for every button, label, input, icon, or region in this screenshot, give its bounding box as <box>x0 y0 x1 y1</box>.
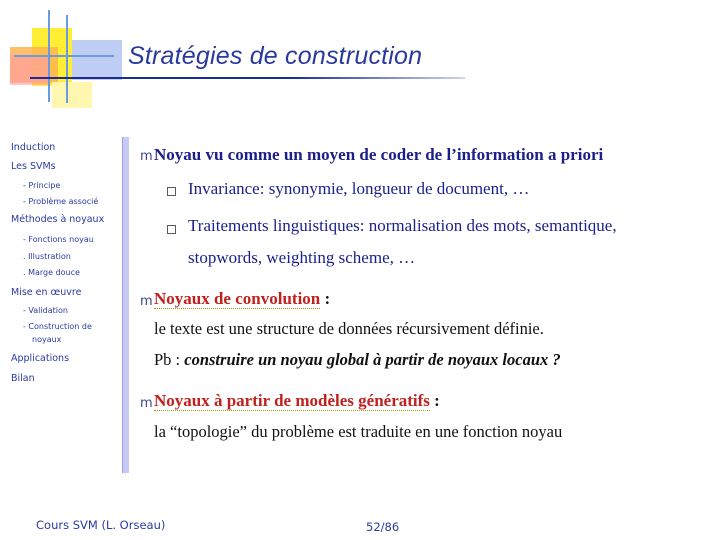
sidebar-item[interactable]: - Validation <box>23 306 68 315</box>
footer-page-number: 52/86 <box>366 520 400 534</box>
bullet-2-line1: le texte est une structure de données récursivement définie. <box>154 319 544 338</box>
sidebar-item[interactable]: Applications <box>11 353 70 364</box>
title-underline <box>30 77 465 79</box>
corner-hline <box>14 55 114 57</box>
bullet-icon: m <box>140 149 153 164</box>
sidebar-item[interactable]: Mise en œuvre <box>11 287 82 298</box>
sidebar-item[interactable]: Induction <box>11 142 56 153</box>
bullet-2-title: Noyaux de convolution <box>154 289 321 308</box>
corner-square-blue <box>72 40 122 80</box>
bullet-2-line2-prefix: Pb : <box>154 350 185 369</box>
sidebar-item[interactable]: - Fonctions noyau <box>23 235 94 244</box>
bullet-icon: m <box>140 396 153 411</box>
checkbox-square-icon <box>167 187 176 196</box>
sidebar-divider <box>122 137 129 473</box>
sidebar-item[interactable]: Les SVMs <box>11 161 56 172</box>
sidebar-item[interactable]: - Problème associé <box>23 197 99 206</box>
bullet-3-heading <box>154 391 440 411</box>
sidebar-item[interactable]: noyaux <box>32 335 62 344</box>
bullet-2-line2 <box>154 350 561 370</box>
bullet-2-heading <box>154 289 330 309</box>
bullet-3-colon: : <box>429 391 440 410</box>
sidebar-item[interactable]: - Principe <box>23 181 61 190</box>
bullet-1-text: Noyau vu comme un moyen de coder de l’information a priori <box>154 145 604 164</box>
sub-bullet-1: Invariance: synonymie, longueur de document, … <box>188 179 530 198</box>
footer-course: Cours SVM (L. Orseau) <box>36 518 166 532</box>
sidebar-item[interactable]: Bilan <box>11 373 35 384</box>
sidebar-item[interactable]: Méthodes à noyaux <box>11 214 105 225</box>
corner-square-pink <box>10 55 50 85</box>
corner-square-yellow-light <box>52 82 92 108</box>
sub-bullet-2-line2: stopwords, weighting scheme, … <box>188 248 416 267</box>
sidebar-item[interactable]: . Illustration <box>23 252 71 261</box>
sidebar-item[interactable]: - Construction de <box>23 322 92 331</box>
slide-title: Stratégies de construction <box>128 42 423 70</box>
bullet-3-title: Noyaux à partir de modèles génératifs <box>154 391 430 410</box>
corner-vline-2 <box>66 15 68 103</box>
checkbox-square-icon <box>167 225 176 234</box>
sidebar-item[interactable]: . Marge douce <box>23 268 80 277</box>
bullet-2-line2-italic: construire un noyau global à partir de noyaux locaux ? <box>184 350 561 369</box>
bullet-3-line1: la “topologie” du problème est traduite en une fonction noyau <box>154 422 563 441</box>
bullet-2-colon: : <box>320 289 331 308</box>
sub-bullet-2-line1: Traitements linguistiques: normalisation des mots, semantique, <box>188 216 617 235</box>
bullet-icon: m <box>140 294 153 309</box>
